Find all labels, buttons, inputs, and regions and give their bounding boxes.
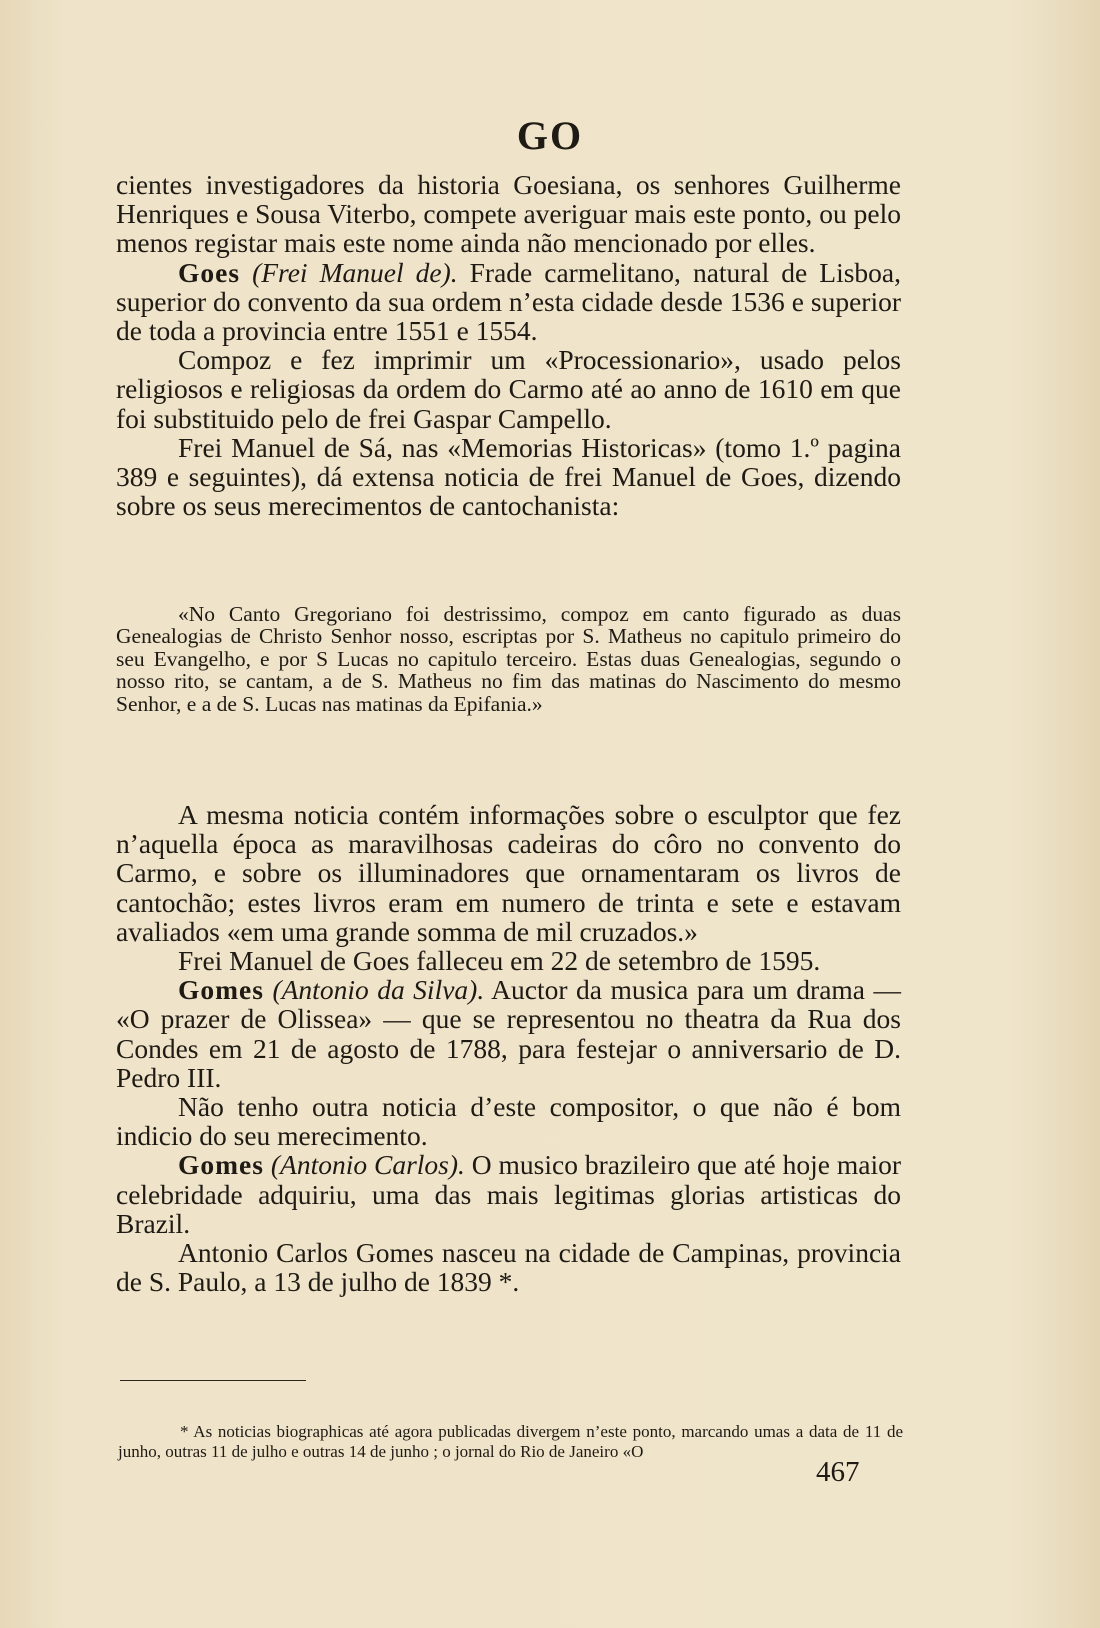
text-block-top [116, 170, 901, 520]
paragraph-continuation: cientes investigadores da historia Goesiana, os senhores Guilherme Henriques e Sousa Viterbo, compete averiguar mais este ponto, ou pelo menos registar mais este nome ainda não mencionado por elles. [116, 169, 901, 259]
paragraph-memorias: Frei Manuel de Sá, nas «Memorias Historicas» (tomo 1.º pagina 389 e seguintes), dá extensa noticia de frei Manuel de Goes, dizendo sobre os seus merecimentos de cantochanista: [116, 431, 901, 522]
entry-name: Goes [178, 256, 241, 288]
entry-text: Auctor da musica para um drama — «O prazer de Olissea» — que se representou no theatra da Rua dos Condes em 21 de agosto de 1788, para festejar o anniversario de D. Pedro III. [116, 974, 901, 1093]
entry-goes-manuel [116, 258, 901, 346]
page-number: 467 [816, 1456, 860, 1488]
footnote-text [118, 1422, 903, 1462]
footnote-body: As noticias biographicas até agora publicadas divergem n’este ponto, marcando umas a data de 11 de junho, outras 11 de julho e outras 14 de junho ; o jornal do Rio de Janeiro «O [118, 1422, 903, 1461]
footnote-marker: * [180, 1422, 189, 1441]
entry-qualifier: (Frei Manuel de). [252, 256, 458, 288]
paragraph-falleceu: Frei Manuel de Goes falleceu em 22 de setembro de 1595. [178, 945, 821, 977]
entry-qualifier: (Antonio da Silva). [272, 974, 485, 1006]
entry-gomes-carlos [116, 1150, 901, 1238]
entry-qualifier: (Antonio Carlos). [270, 1149, 465, 1181]
footnote-rule [120, 1380, 306, 1381]
paragraph-esculptor: A mesma noticia contém informações sobre o esculptor que fez n’aquella época as maravilhosas cadeiras do côro no convento do Carmo, e sobre os illuminadores que ornamentaram os livros de cantochão; estes livros eram em numero de trinta e sete e estavam avaliados «em uma grande somma de mil cruzados.» [116, 799, 901, 947]
quote-text: «No Canto Gregoriano foi destrissimo, compoz em canto figurado as duas Genealogias de Christo Senhor nosso, escriptas por S. Matheus no capitulo primeiro do seu Evangelho, e por S Lucas no capitulo terceiro. Estas duas Genealogias, segundo o nosso rito, se cantam, a de S. Matheus no fim das matinas do Nascimento do mesmo Senhor, e a de S. Lucas nas matinas da Epifania.» [116, 602, 901, 716]
block-quote [116, 603, 901, 715]
entry-name: Gomes [178, 974, 264, 1006]
entry-name: Gomes [178, 1149, 264, 1181]
entry-text: Frade carmelitano, natural de Lisboa, superior do convento da sua ordem n’esta cidade desde 1536 e superior de toda a provincia entre 1551 e 1554. [116, 256, 902, 347]
text-block-bottom [116, 800, 901, 1296]
entry-text: O musico brazileiro que até hoje maior celebridade adquiriu, uma das mais legitimas glorias artisticas do Brazil. [116, 1149, 902, 1239]
running-head: GO [516, 113, 584, 158]
entry-gomes-silva [116, 975, 901, 1092]
paragraph-processionario: Compoz e fez imprimir um «Processionario», usado pelos religiosos e religiosas da ordem do Carmo até ao anno de 1610 em que foi substituido pelo de frei Gaspar Campello. [116, 344, 901, 434]
paragraph-compositor: Não tenho outra noticia d’este compositor, o que não é bom indicio do seu merecimento. [116, 1091, 901, 1152]
paragraph-nasceu: Antonio Carlos Gomes nasceu na cidade de Campinas, provincia de S. Paulo, a 13 de julho de 1839 *. [116, 1237, 901, 1298]
footnote [118, 1422, 903, 1462]
